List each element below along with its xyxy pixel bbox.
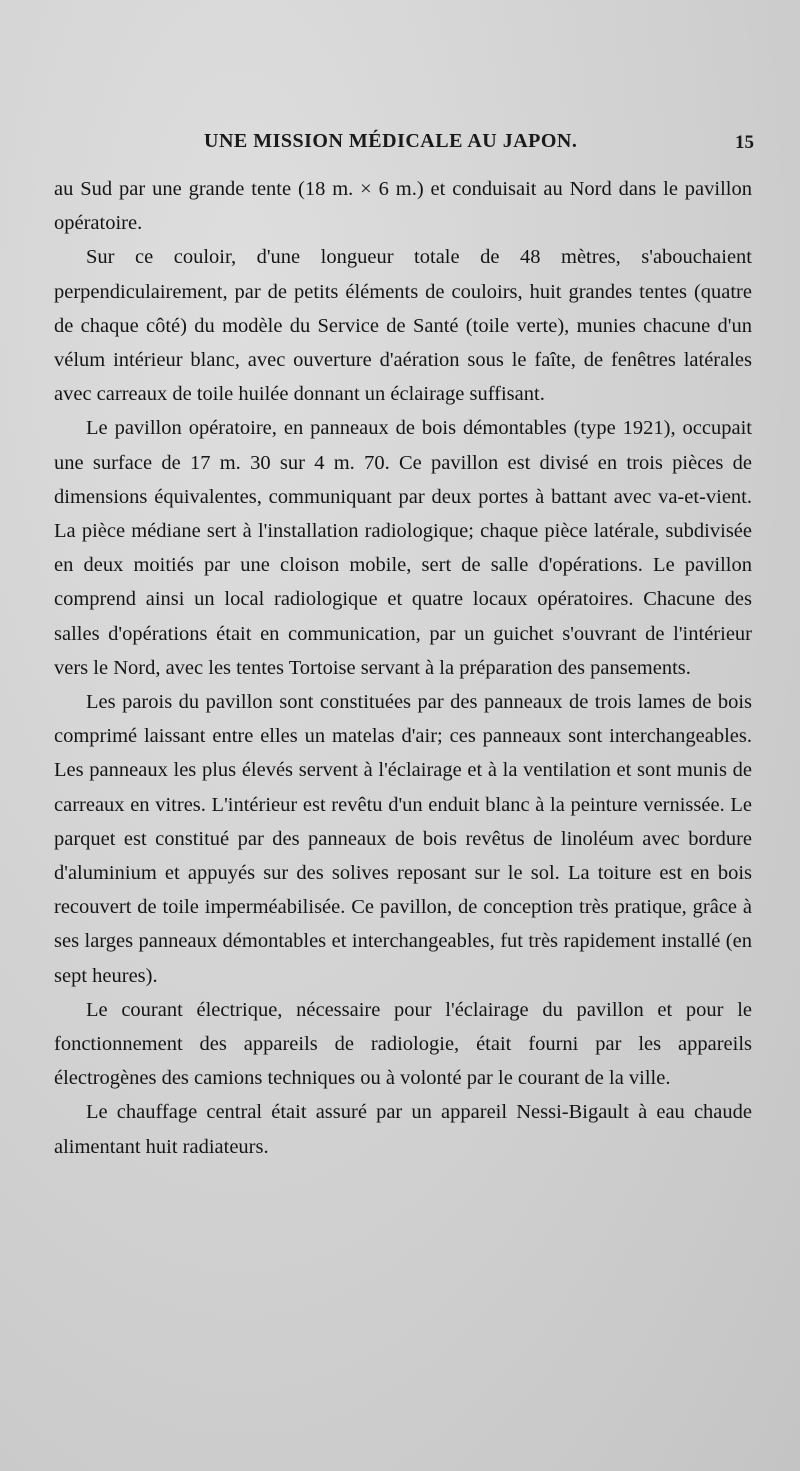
paragraph-corridor: Sur ce couloir, d'une longueur totale de 48 mètres, s'abouchaient perpendiculairement, par de petits éléments de couloirs, huit grandes tentes (quatre de chaque côté) du modèle du Service de Santé (toile verte), munies chacune d'un vélum intérieur blanc, avec ouverture d'aération sous le faîte, de fenêtres latérales avec carreaux de toile huilée donnant un éclairage suffisant.	[54, 246, 752, 406]
body-text	[54, 172, 752, 1164]
paragraph-operating-pavilion: Le pavillon opératoire, en panneaux de bois démontables (type 1921), occupait une surface de 17 m. 30 sur 4 m. 70. Ce pavillon est divisé en trois pièces de dimensions équivalentes, communiquant par deux portes à battant avec va-et-vient. La pièce médiane sert à l'installation radiologique; chaque pièce latérale, subdivisée en deux moitiés par une cloison mobile, sert de salle d'opérations. Le pavillon comprend ainsi un local radiologique et quatre locaux opératoires. Chacune des salles d'opérations était en communication, par un guichet s'ouvrant de l'intérieur vers le Nord, avec les tentes Tortoise servant à la préparation des pansements.	[54, 417, 752, 679]
page-number: 15	[735, 132, 754, 153]
paragraph-electricity: Le courant électrique, nécessaire pour l'éclairage du pavillon et pour le fonctionnement des appareils de radiologie, était fourni par les appareils électrogènes des camions techniques ou à volonté par le courant de la ville.	[54, 998, 752, 1090]
page-header	[54, 130, 754, 160]
paragraph-walls: Les parois du pavillon sont constituées par des panneaux de trois lames de bois comprimé laissant entre elles un matelas d'air; ces panneaux sont interchangeables. Les panneaux les plus élevés servent à l'éclairage et à la ventilation et sont munis de carreaux en vitres. L'intérieur est revêtu d'un enduit blanc à la peinture vernissée. Le parquet est constitué par des panneaux de bois revêtus de linoléum avec bordure d'aluminium et appuyés sur des solives reposant sur le sol. La toiture est en bois recouvert de toile imperméabilisée. Ce pavillon, de conception très pratique, grâce à ses larges panneaux démontables et interchangeables, fut très rapidement installé (en sept heures).	[54, 691, 752, 987]
running-title: UNE MISSION MÉDICALE AU JAPON.	[204, 130, 578, 152]
paragraph-continuation: au Sud par une grande tente (18 m. × 6 m.) et conduisait au Nord dans le pavillon opératoire.	[54, 178, 752, 235]
paragraph-heating: Le chauffage central était assuré par un appareil Nessi-Bigault à eau chaude alimentant huit radiateurs.	[54, 1101, 752, 1158]
